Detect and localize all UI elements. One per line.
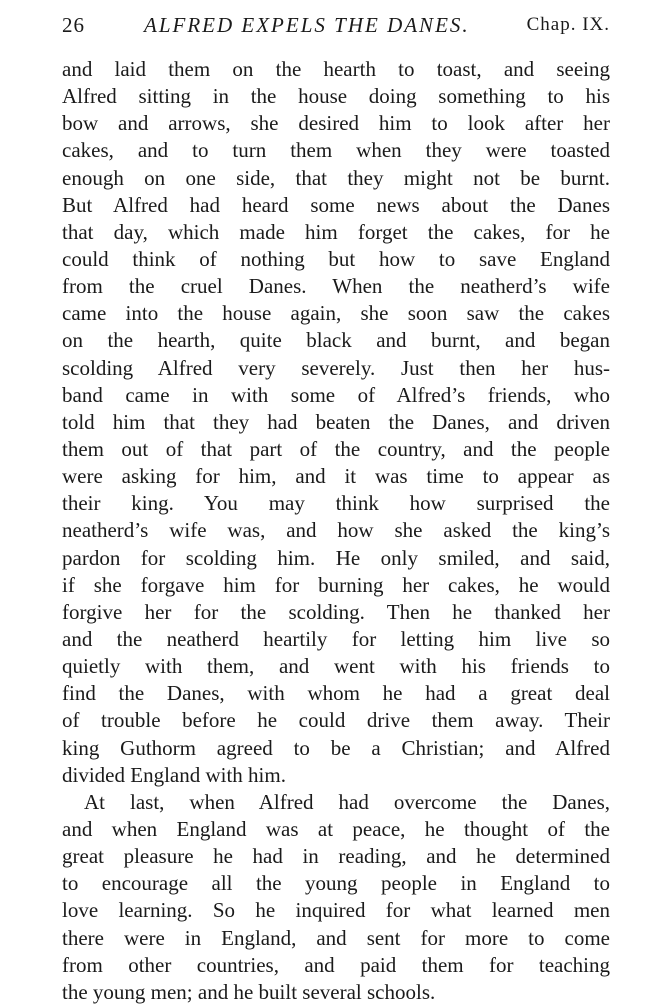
text-line: bow and arrows, she desired him to look after her: [62, 111, 610, 136]
text-line: that day, which made him forget the cakes, for he: [62, 219, 610, 244]
text-line: there were in England, and sent for more to come: [62, 925, 610, 950]
text-line: Alfred sitting in the house doing something to his: [62, 84, 610, 109]
text-line: But Alfred had heard some news about the Danes: [62, 192, 610, 217]
text-line: the young men; and he built several schools.: [62, 979, 436, 1004]
paragraph: [62, 56, 610, 789]
text-line: divided England with him.: [62, 762, 286, 787]
body-text: [62, 56, 610, 1006]
text-line: enough on one side, that they might not be burnt.: [62, 165, 610, 190]
text-line: told him that they had beaten the Danes, and driven: [62, 409, 610, 434]
text-line: were asking for him, and it was time to appear as: [62, 464, 610, 489]
text-line: band came in with some of Alfred’s friends, who: [62, 382, 610, 407]
text-line: their king. You may think how surprised the: [62, 491, 610, 516]
text-line: At last, when Alfred had overcome the Danes,: [84, 789, 610, 814]
text-line: and the neatherd heartily for letting him live so: [62, 626, 610, 651]
text-line: love learning. So he inquired for what learned men: [62, 898, 610, 923]
page-number: 26: [62, 13, 85, 37]
text-line: on the hearth, quite black and burnt, and began: [62, 328, 610, 353]
text-line: if she forgave him for burning her cakes, he would: [62, 572, 610, 597]
chapter-title: ALFRED EXPELS THE DANES.: [144, 13, 470, 37]
running-head: [62, 10, 610, 40]
text-line: from the cruel Danes. When the neatherd’s wife: [62, 274, 610, 299]
text-line: and when England was at peace, he thought of the: [62, 816, 610, 841]
text-line: cakes, and to turn them when they were toasted: [62, 138, 610, 163]
text-line: and laid them on the hearth to toast, and seeing: [62, 57, 610, 81]
text-line: scolding Alfred very severely. Just then her hus-: [62, 355, 610, 380]
text-line: from other countries, and paid them for teaching: [62, 952, 610, 977]
chapter-reference: Chap. IX.: [526, 14, 610, 35]
text-line: of trouble before he could drive them away. Their: [62, 708, 610, 733]
text-line: quietly with them, and went with his friends to: [62, 654, 610, 679]
text-line: great pleasure he had in reading, and he determined: [62, 844, 610, 869]
text-line: could think of nothing but how to save England: [62, 246, 610, 271]
text-line: neatherd’s wife was, and how she asked the king’s: [62, 518, 610, 543]
text-line: them out of that part of the country, and the people: [62, 436, 610, 461]
paragraph: [62, 789, 610, 1006]
text-line: find the Danes, with whom he had a great deal: [62, 681, 610, 706]
text-line: king Guthorm agreed to be a Christian; and Alfred: [62, 735, 610, 760]
text-line: pardon for scolding him. He only smiled, and said,: [62, 545, 610, 570]
text-line: forgive her for the scolding. Then he thanked her: [62, 599, 610, 624]
text-line: came into the house again, she soon saw the cakes: [62, 301, 610, 326]
text-line: to encourage all the young people in England to: [62, 871, 610, 896]
